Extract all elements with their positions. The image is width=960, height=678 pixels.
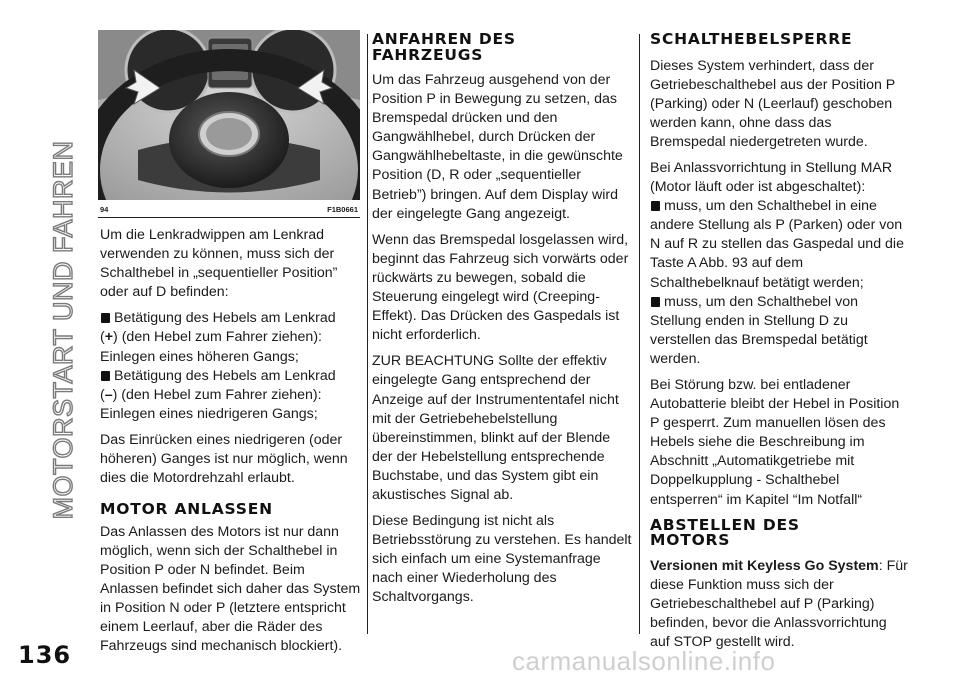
plus-symbol: + <box>104 329 114 346</box>
column-1 <box>100 226 362 663</box>
bullet-item: muss, um den Schalthebel von Stellung enden in Stellung D zu verstellen das Bremspedal betätigt werden. <box>650 293 868 367</box>
minus-symbol: – <box>104 386 113 403</box>
note-paragraph: ZUR BEACHTUNG Sollte der effektiv eingelegte Gang entsprechend der Anzeige auf der Instrumententafel nicht mit der Getriebehebelstellung übereinstimmen, blinkt auf der Blende der der Hebelstellung entsprechende Buchstabe, und das System gibt ein akustisches Signal ab. <box>372 353 619 503</box>
column-2 <box>372 30 634 615</box>
bullet-item: muss, um den Schalthebel in eine andere Stellung als P (Parken) oder von N auf R zu stellen das Gaspedal und die Taste A Abb. 93 auf dem Schalthebelknauf betätigt werden; <box>650 198 904 291</box>
paragraph: Um das Fahrzeug ausgehend von der Position P in Bewegung zu setzen, das Bremspedal drücken und den Gangwählhebel, durch Drücken der Gangwählhebeltaste, in die gewünschte Position (D, R oder „sequentieller Betrieb”) bringen. Auf dem Display wird der eingelegte Gang angezeigt. <box>372 72 623 222</box>
bullet-icon <box>651 297 660 307</box>
paragraph: Dieses System verhindert, dass der Getriebeschalthebel aus der Position P (Parking) oder N (Leerlauf) geschoben werden kann, ohne dass das Bremspedal niedergetreten wurde. <box>650 57 896 150</box>
chapter-sidebar <box>22 0 92 678</box>
bullet-item: Betätigung des Hebels am Lenkrad (+) (den Hebel zum Fahrer ziehen): Einlegen eines höheren Gangs; <box>100 310 336 365</box>
figure-caption <box>98 203 360 218</box>
section-heading: SCHALTHEBELSPERRE <box>650 30 853 48</box>
column-3 <box>650 30 908 659</box>
column-divider <box>639 34 640 634</box>
section-heading: ANFAHREN DES FAHRZEUGS <box>372 30 516 64</box>
paragraph: Wenn das Bremspedal losgelassen wird, beginnt das Fahrzeug sich vorwärts oder rückwärts zu bewegen, sobald die Steuerung eingelegt wird (Creeping-Effekt). Das Drücken des Gaspedals ist nicht erforderlich. <box>372 231 629 344</box>
figure-number: 94 <box>100 205 109 214</box>
bullet-icon <box>101 313 110 323</box>
paragraph: Das Einrücken eines niedrigeren (oder höheren) Ganges ist nur möglich, wenn dies die Motordrehzahl erlaubt. <box>100 431 348 487</box>
watermark: carmanualsonline.info <box>512 646 776 676</box>
paragraph: Bei Anlassvorrichtung in Stellung MAR (Motor läuft oder ist abgeschaltet): <box>650 159 893 196</box>
paragraph: Diese Bedingung ist nicht als Betriebsstörung zu verstehen. Es handelt sich einfach um eine Systemanfrage nach einer Wiederholung des Schaltvorgangs. <box>372 513 632 606</box>
paragraph: Das Anlassen des Motors ist nur dann möglich, wenn sich der Schalthebel in Position P oder N befindet. Beim Anlassen befindet sich daher das System in Position N oder P (letztere entspricht einem Leerlauf, aber die Räder des Fahrzeugs sind mechanisch blockiert). <box>100 523 361 655</box>
bullet-icon <box>101 371 110 381</box>
chapter-title: MOTORSTART UND FAHREN <box>48 140 78 520</box>
section-heading: ABSTELLEN DES MOTORS <box>650 515 800 550</box>
paragraph: Um die Lenkradwippen am Lenkrad verwenden zu können, muss sich der Schalthebel in „sequentieller Position” oder auf D befinden: <box>100 227 338 301</box>
paragraph: Versionen mit Keyless Go System: Für diese Funktion muss sich der Getriebeschalthebel auf P (Parking) befinden, bevor die Anlassvorrichtung auf STOP gestellt wird. <box>650 557 908 651</box>
figure-code: F1B0661 <box>327 205 358 214</box>
bullet-item: Betätigung des Hebels am Lenkrad (–) (den Hebel zum Fahrer ziehen): Einlegen eines niedrigeren Gangs; <box>100 367 336 422</box>
keyless-label: Versionen mit Keyless Go System <box>650 557 879 574</box>
column-divider <box>367 34 368 634</box>
section-heading: MOTOR ANLASSEN <box>100 500 273 519</box>
steering-wheel-figure <box>98 30 360 200</box>
bullet-icon <box>651 201 660 211</box>
page-number: 136 <box>18 641 72 669</box>
paragraph: Bei Störung bzw. bei entladener Autobatterie bleibt der Hebel in Position P gesperrt. Zum manuellen lösen des Hebels siehe die Beschreibung im Abschnitt „Automatikgetriebe mit Doppelkupplung - Schalthebel entsperren“ im Kapitel “Im Notfall“ <box>650 377 900 508</box>
